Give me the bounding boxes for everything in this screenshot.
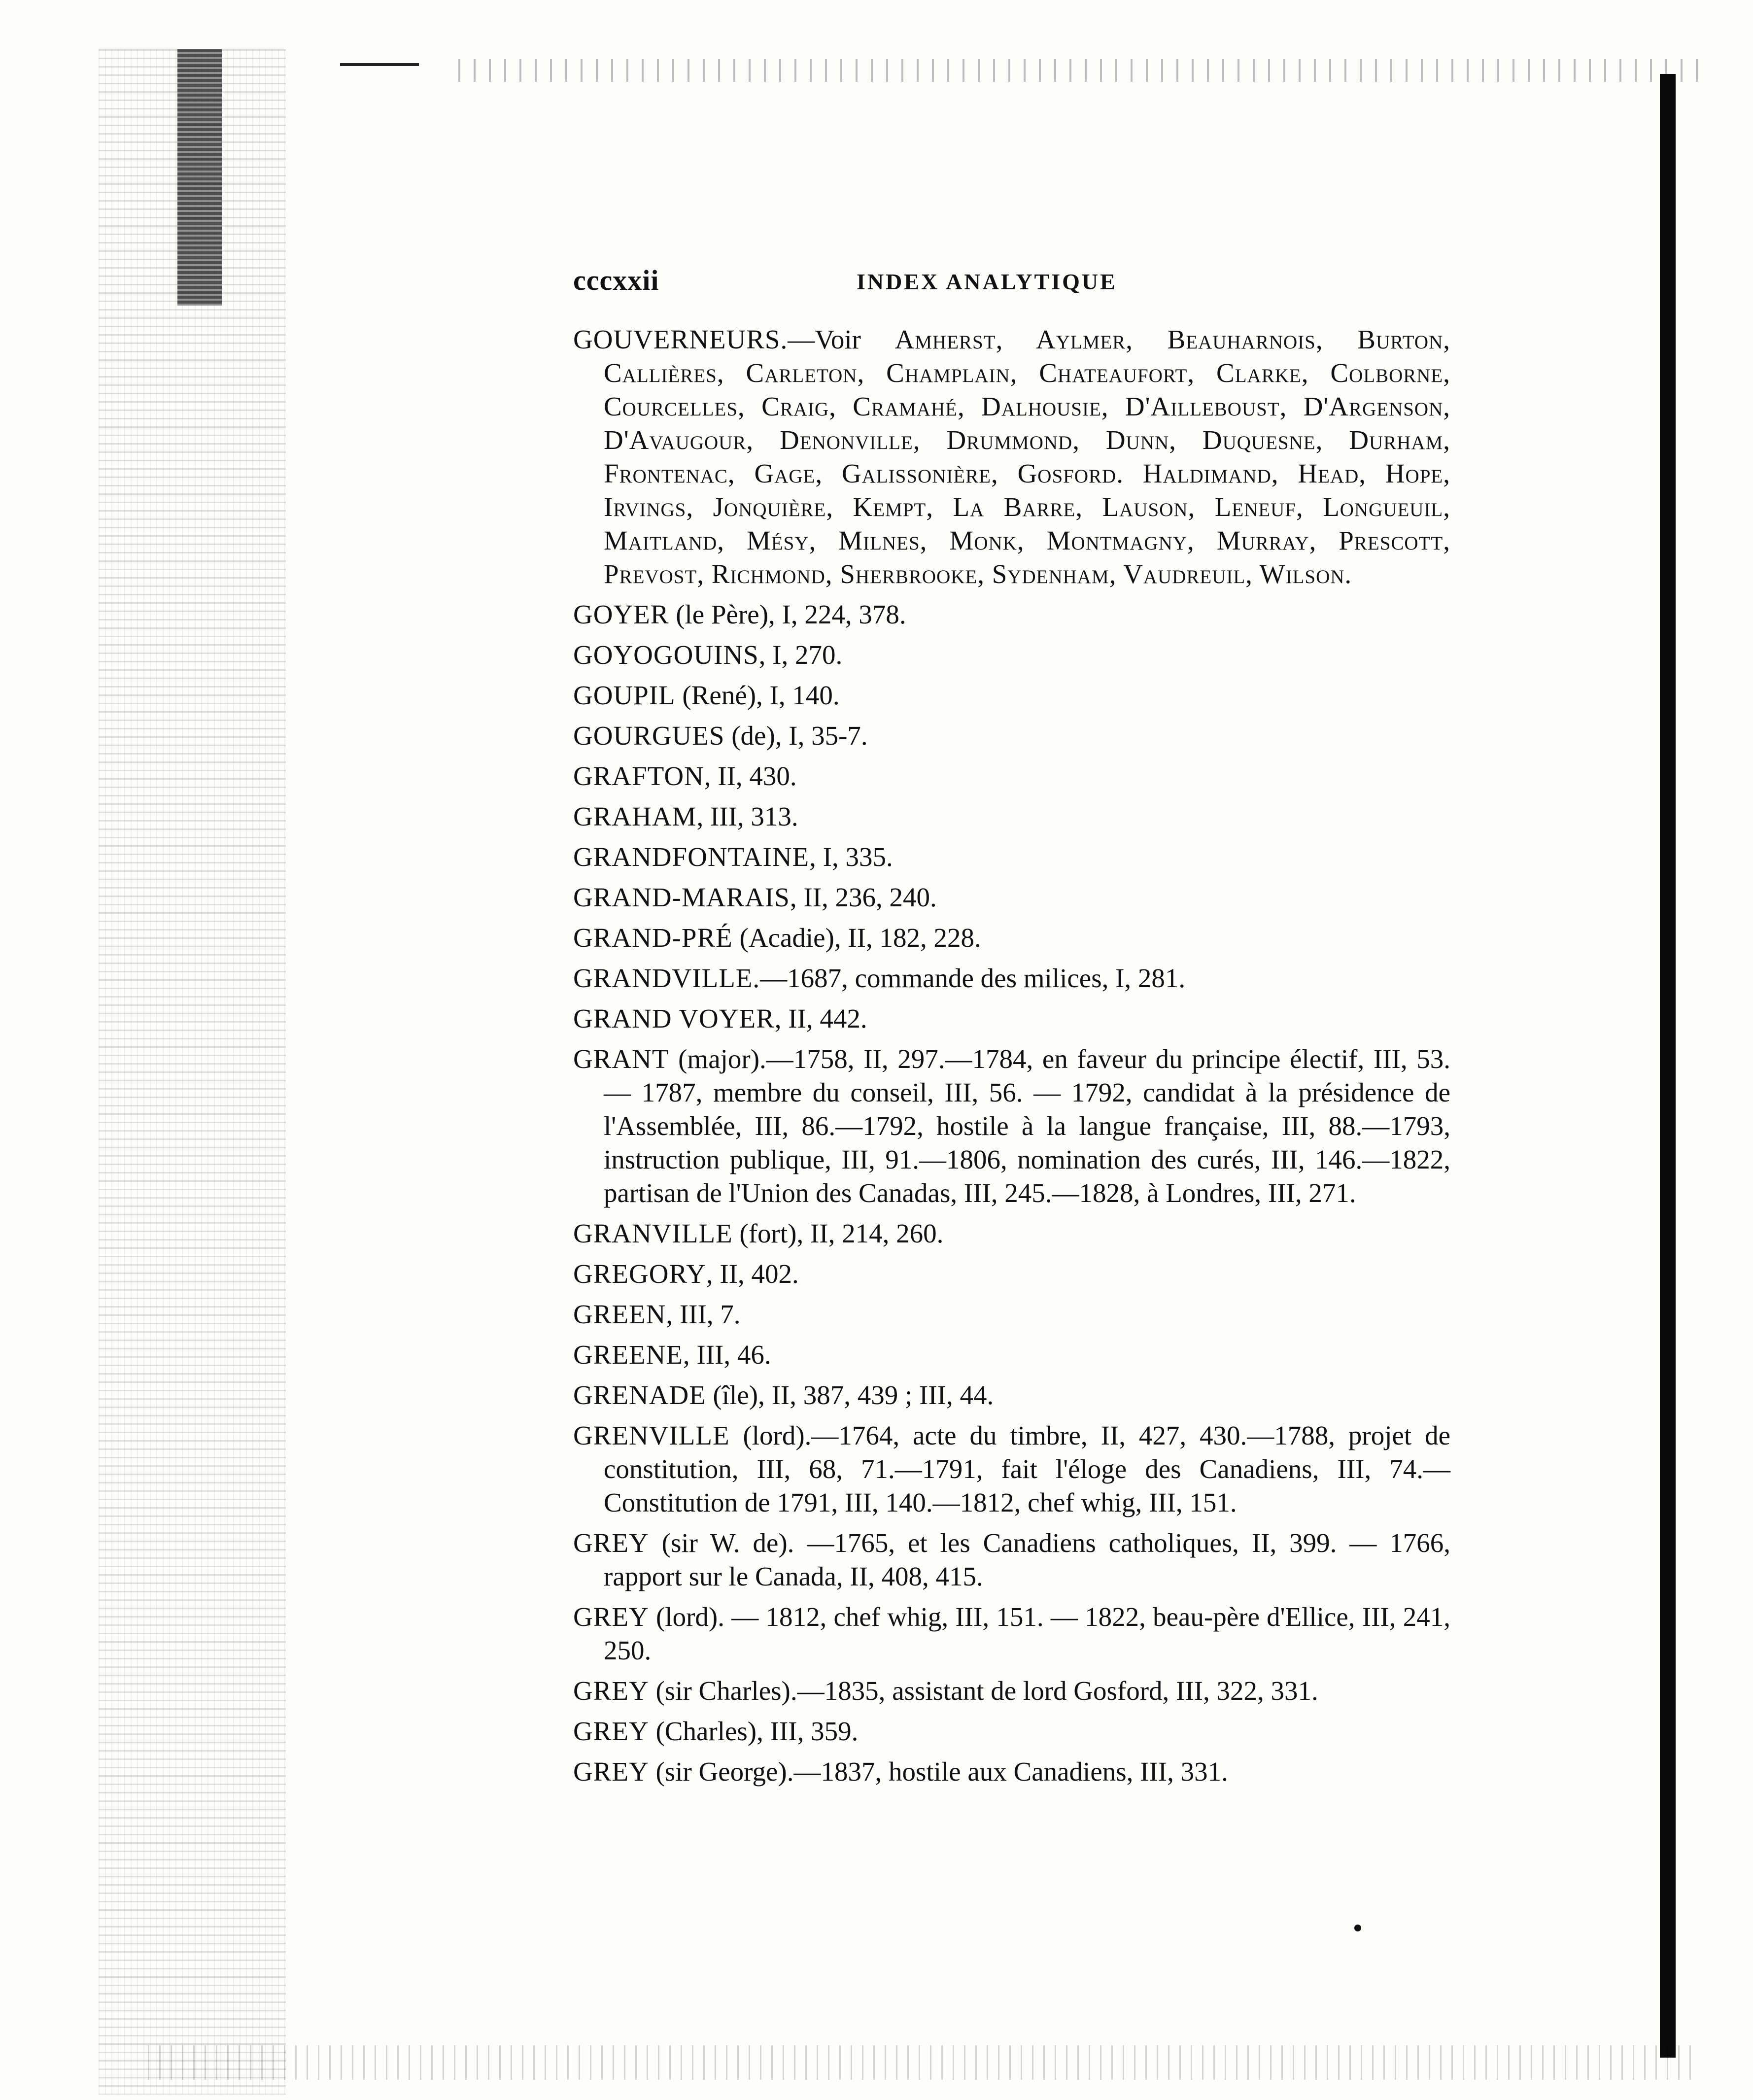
- entry-head: GRAND VOYER: [573, 1003, 775, 1033]
- entry-head: GRENADE: [573, 1380, 706, 1410]
- entry-text: (le Père), I, 224, 378.: [669, 599, 906, 629]
- entry-text: (sir W. de). —1765, et les Canadiens catholiques, II, 399. — 1766, rapport sur le Canada, II, 408, 415.: [604, 1528, 1450, 1591]
- index-entry: [573, 1419, 1450, 1519]
- index-entry: [573, 1298, 1450, 1331]
- entry-text: (fort), II, 214, 260.: [732, 1218, 944, 1248]
- index-entry: [573, 1526, 1450, 1593]
- index-entry: [573, 1217, 1450, 1250]
- entry-text: (île), II, 387, 439 ; III, 44.: [706, 1380, 994, 1410]
- index-entry: [573, 962, 1450, 995]
- index-entry: [573, 598, 1450, 631]
- entry-text: , III, 313.: [696, 801, 798, 831]
- entry-head: GRANDFONTAINE: [573, 842, 810, 872]
- entry-text: (major).—1758, II, 297.—1784, en faveur du principe électif, III, 53. — 1787, membre du conseil, III, 56. — 1792, candidat à la présidence de l'Assemblée, III, 86.—1792, hostile à la langue française, III, 88.—1793, instruction publique, III, 91.—1806, nomination des curés, III, 146.—1822, partisan de l'Union des Canadas, III, 245.—1828, à Londres, III, 271.: [604, 1044, 1450, 1208]
- scan-edge-shadow: [177, 49, 222, 306]
- entry-head: GRANT: [573, 1044, 669, 1074]
- entry-text: , III, 7.: [666, 1299, 741, 1329]
- index-entry: [573, 921, 1450, 955]
- index-entry: [573, 1755, 1450, 1789]
- entry-head: GREY: [573, 1716, 649, 1746]
- entry-head: GRAFTON: [573, 761, 704, 791]
- entry-text: , III, 46.: [683, 1340, 771, 1370]
- entry-text: (de), I, 35-7.: [724, 721, 868, 751]
- entry-text: (sir Charles).—1835, assistant de lord Gosford, III, 322, 331.: [649, 1676, 1318, 1706]
- bottom-scan-noise: [148, 2045, 1700, 2080]
- index-entry: [573, 1257, 1450, 1291]
- right-margin-bar: [1660, 74, 1676, 2058]
- entry-text: (Acadie), II, 182, 228.: [732, 923, 981, 953]
- index-entry: [573, 1002, 1450, 1035]
- entry-head: GOURGUES: [573, 721, 725, 751]
- top-rule: [340, 63, 419, 66]
- page-number: cccxxii: [573, 264, 659, 296]
- entry-head: GRANVILLE: [573, 1218, 733, 1248]
- index-entry: [573, 1674, 1450, 1708]
- running-title: INDEX ANALYTIQUE: [857, 269, 1117, 294]
- entry-text: , I, 270.: [758, 640, 843, 670]
- index-entry: [573, 1715, 1450, 1748]
- entry-text: , II, 402.: [706, 1259, 799, 1289]
- entry-text: , I, 335.: [809, 842, 893, 872]
- entry-head: GOYOGOUINS: [573, 640, 759, 670]
- entry-text: (René), I, 140.: [675, 680, 840, 710]
- entry-head: GREY: [573, 1756, 649, 1787]
- entry-head: GREY: [573, 1676, 649, 1706]
- index-entry: [573, 881, 1450, 914]
- entry-names: Amherst, Aylmer, Beauharnois, Burton, Callières, Carleton, Champlain, Chateaufort, Clarke, Colborne, Courcelles, Craig, Cramahé, Dalhousie, D'Ailleboust, D'Argenson, D'Avaugour, Denonville, Drummond, Dunn, Duquesne, Durham, Frontenac, Gage, Galissonière, Gosford. Haldimand, Head, Hope, Irvings, Jonquière, Kempt, La Barre, Lauson, Leneuf, Longueuil, Maitland, Mésy, Milnes, Monk, Montmagny, Murray, Prescott, Prevost, Richmond, Sherbrooke, Sydenham, Vaudreuil, Wilson.: [604, 324, 1450, 589]
- scan-edge-noise: [99, 49, 286, 2095]
- entry-head: GRAND-PRÉ: [573, 923, 733, 953]
- index-entry: [573, 679, 1450, 712]
- index-column: [573, 323, 1450, 1795]
- entry-head: GREEN: [573, 1299, 666, 1329]
- index-entry: [573, 1600, 1450, 1667]
- entry-text: (Charles), III, 359.: [649, 1716, 859, 1746]
- entry-text: —1687, commande des milices, I, 281.: [760, 963, 1186, 993]
- entry-head: GOUPIL: [573, 680, 676, 710]
- entry-head: GOYER: [573, 599, 669, 629]
- index-entry: [573, 1042, 1450, 1210]
- entry-head: GRAND-MARAIS: [573, 882, 790, 912]
- entry-head: GREY: [573, 1602, 649, 1632]
- entry-head: GRAHAM: [573, 801, 697, 831]
- index-entry: [573, 840, 1450, 874]
- entry-head: GRENVILLE: [573, 1420, 730, 1450]
- entry-head: GOUVERNEURS.: [573, 324, 788, 354]
- index-entry: [573, 638, 1450, 672]
- ink-dot: [1354, 1925, 1361, 1931]
- entry-head: GREGORY: [573, 1259, 706, 1289]
- running-head: [573, 264, 1460, 303]
- entry-text: , II, 442.: [774, 1003, 867, 1033]
- entry-text: —Voir: [788, 324, 895, 354]
- entry-head: GRANDVILLE.: [573, 963, 760, 993]
- entry-head: GREY: [573, 1528, 649, 1558]
- index-entry: [573, 323, 1450, 591]
- index-entry: [573, 719, 1450, 753]
- index-entry: [573, 1378, 1450, 1412]
- top-scan-noise: [458, 59, 1705, 82]
- entry-text: , II, 236, 240.: [790, 882, 937, 912]
- entry-head: GREENE: [573, 1340, 683, 1370]
- entry-text: , II, 430.: [704, 761, 797, 791]
- index-entry: [573, 800, 1450, 833]
- entry-text: (lord).—1764, acte du timbre, II, 427, 430.—1788, projet de constitution, III, 68, 71.—1791, fait l'éloge des Canadiens, III, 74.—Constitution de 1791, III, 140.—1812, chef whig, III, 151.: [604, 1420, 1450, 1517]
- index-entry: [573, 759, 1450, 793]
- entry-text: (sir George).—1837, hostile aux Canadiens, III, 331.: [649, 1756, 1228, 1787]
- index-entry: [573, 1338, 1450, 1372]
- entry-text: (lord). — 1812, chef whig, III, 151. — 1822, beau-père d'Ellice, III, 241, 250.: [604, 1602, 1450, 1665]
